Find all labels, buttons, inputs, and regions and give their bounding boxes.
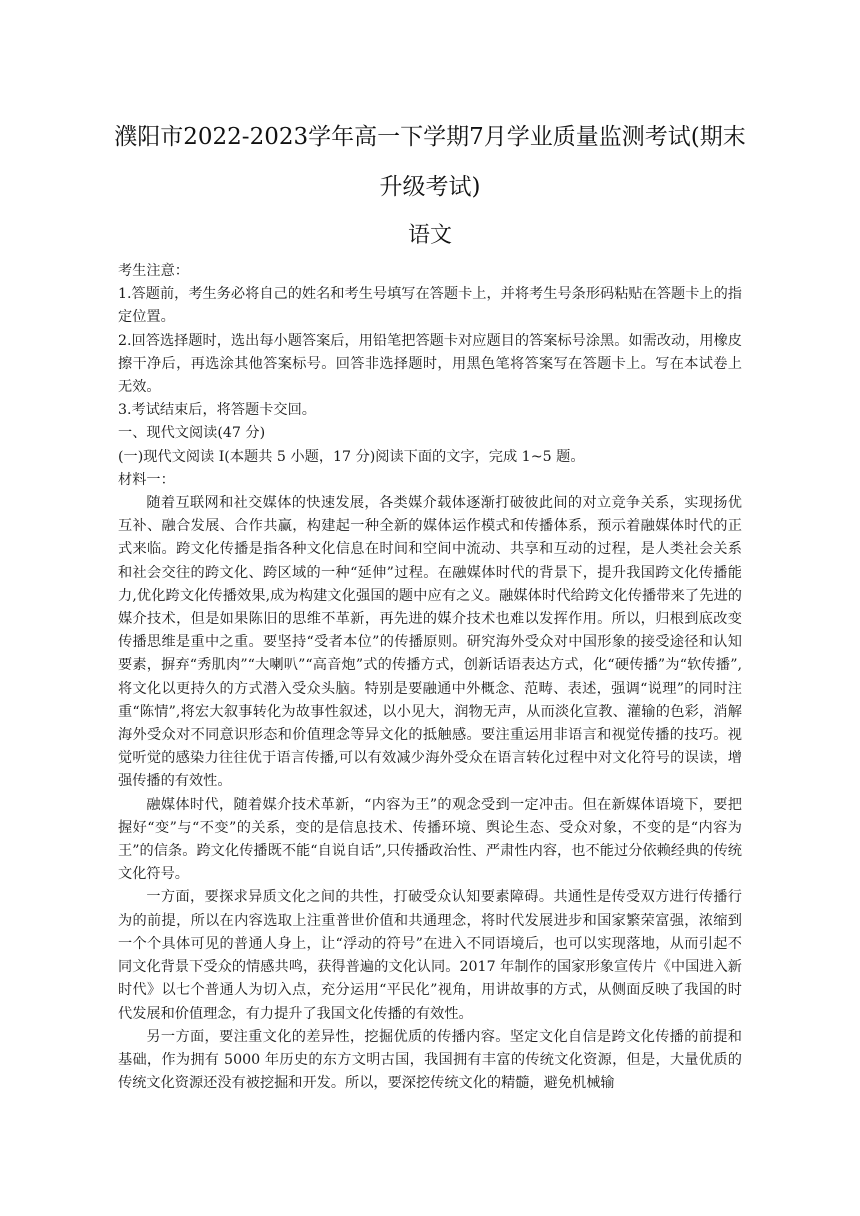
notice-item-2: 2.回答选择题时，选出每小题答案后，用铅笔把答题卡对应题目的答案标号涂黑。如需改动，用橡皮擦干净后，再选涂其他答案标号。回答非选择题时，用黑色笔将答案写在答题卡上。写在本试卷上无效。: [118, 332, 742, 396]
notice-item-3: 3.考试结束后，将答题卡交回。: [118, 402, 316, 419]
material-label: 材料一：: [118, 471, 175, 488]
exam-body: [118, 260, 742, 1095]
notice-item-1: 1.答题前，考生务必将自己的姓名和考生号填写在答题卡上，并将考生号条形码粘贴在答题卡上的指定位置。: [118, 286, 742, 326]
paragraph-1: 随着互联网和社交媒体的快速发展，各类媒介载体逐渐打破彼此间的对立竞争关系，实现扬优互补、融合发展、合作共赢，构建起一种全新的媒体运作模式和传播体系，预示着融媒体时代的正式来临。跨文化传播是指各种文化信息在时间和空间中流动、共享和互动的过程，是人类社会关系和社会交往的跨文化、跨区域的一种“延伸”过程。在融媒体时代的背景下，提升我国跨文化传播能力,优化跨文化传播效果,成为构建文化强国的题中应有之义。融媒体时代给跨文化传播带来了先进的媒介技术，但是如果陈旧的思维不革新，再先进的媒介技术也难以发挥作用。所以，归根到底改变传播思维是重中之重。要坚持“受者本位”的传播原则。研究海外受众对中国形象的接受途径和认知要素，摒弃“秀肌肉”“大喇叭”“高音炮”式的传播方式，创新话语表达方式，化“硬传播”为“软传播”,将文化以更持久的方式潜入受众头脑。特别是要融通中外概念、范畴、表述，强调“说理”的同时注重“陈情”,将宏大叙事转化为故事性叙述，以小见大，润物无声，从而淡化宣教、灌输的色彩，消解海外受众对不同意识形态和价值理念等异文化的抵触感。要注重运用非语言和视觉传播的技巧。视觉听觉的感染力往往优于语言传播,可以有效减少海外受众在语言转化过程中对文化符号的误读，增强传播的有效性。: [118, 495, 742, 790]
paragraph-3: 一方面，要探求异质文化之间的共性，打破受众认知要素障碍。共通性是传受双方进行传播行为的前提，所以在内容选取上注重普世价值和共通理念，将时代发展进步和国家繁荣富强，浓缩到一个个具体可见的普通人身上，让“浮动的符号”在进入不同语境后，也可以实现落地，从而引起不同文化背景下受众的情感共鸣，获得普遍的文化认同。2017 年制作的国家形象宣传片《中国进入新时代》以七个普通人为切入点，充分运用“平民化”视角，用讲故事的方式，从侧面反映了我国的时代发展和价值理念，有力提升了我国文化传播的有效性。: [118, 889, 742, 1022]
paragraph-4: 另一方面，要注重文化的差异性，挖掘优质的传播内容。坚定文化自信是跨文化传播的前提和基础，作为拥有 5000 年历史的东方文明古国，我国拥有丰富的传统文化资源，但是，大量优质的传统文化资源还没有被挖掘和开发。所以，要深挖传统文化的精髓，避免机械输: [118, 1028, 742, 1092]
notice-heading: 考生注意：: [118, 263, 189, 279]
paragraph-2: 融媒体时代，随着媒介技术革新，“内容为王”的观念受到一定冲击。但在新媒体语境下，要把握好“变”与“不变”的关系，变的是信息技术、传播环境、舆论生态、受众对象，不变的是“内容为王”的信条。跨文化传播既不能“自说自话”,只传播政治性、严肃性内容，也不能过分依赖经典的传统文化符号。: [118, 796, 742, 883]
section-heading: 一、现代文阅读(47 分): [118, 425, 266, 442]
exam-page: [114, 0, 746, 1095]
subject-title: 语文: [407, 223, 452, 248]
section-subheading: (一)现代文阅读 I(本题共 5 小题，17 分)阅读下面的文字，完成 1~5 题。: [118, 448, 585, 465]
page-title: 濮阳市2022-2023学年高一下学期7月学业质量监测考试(期末升级考试): [114, 124, 746, 200]
